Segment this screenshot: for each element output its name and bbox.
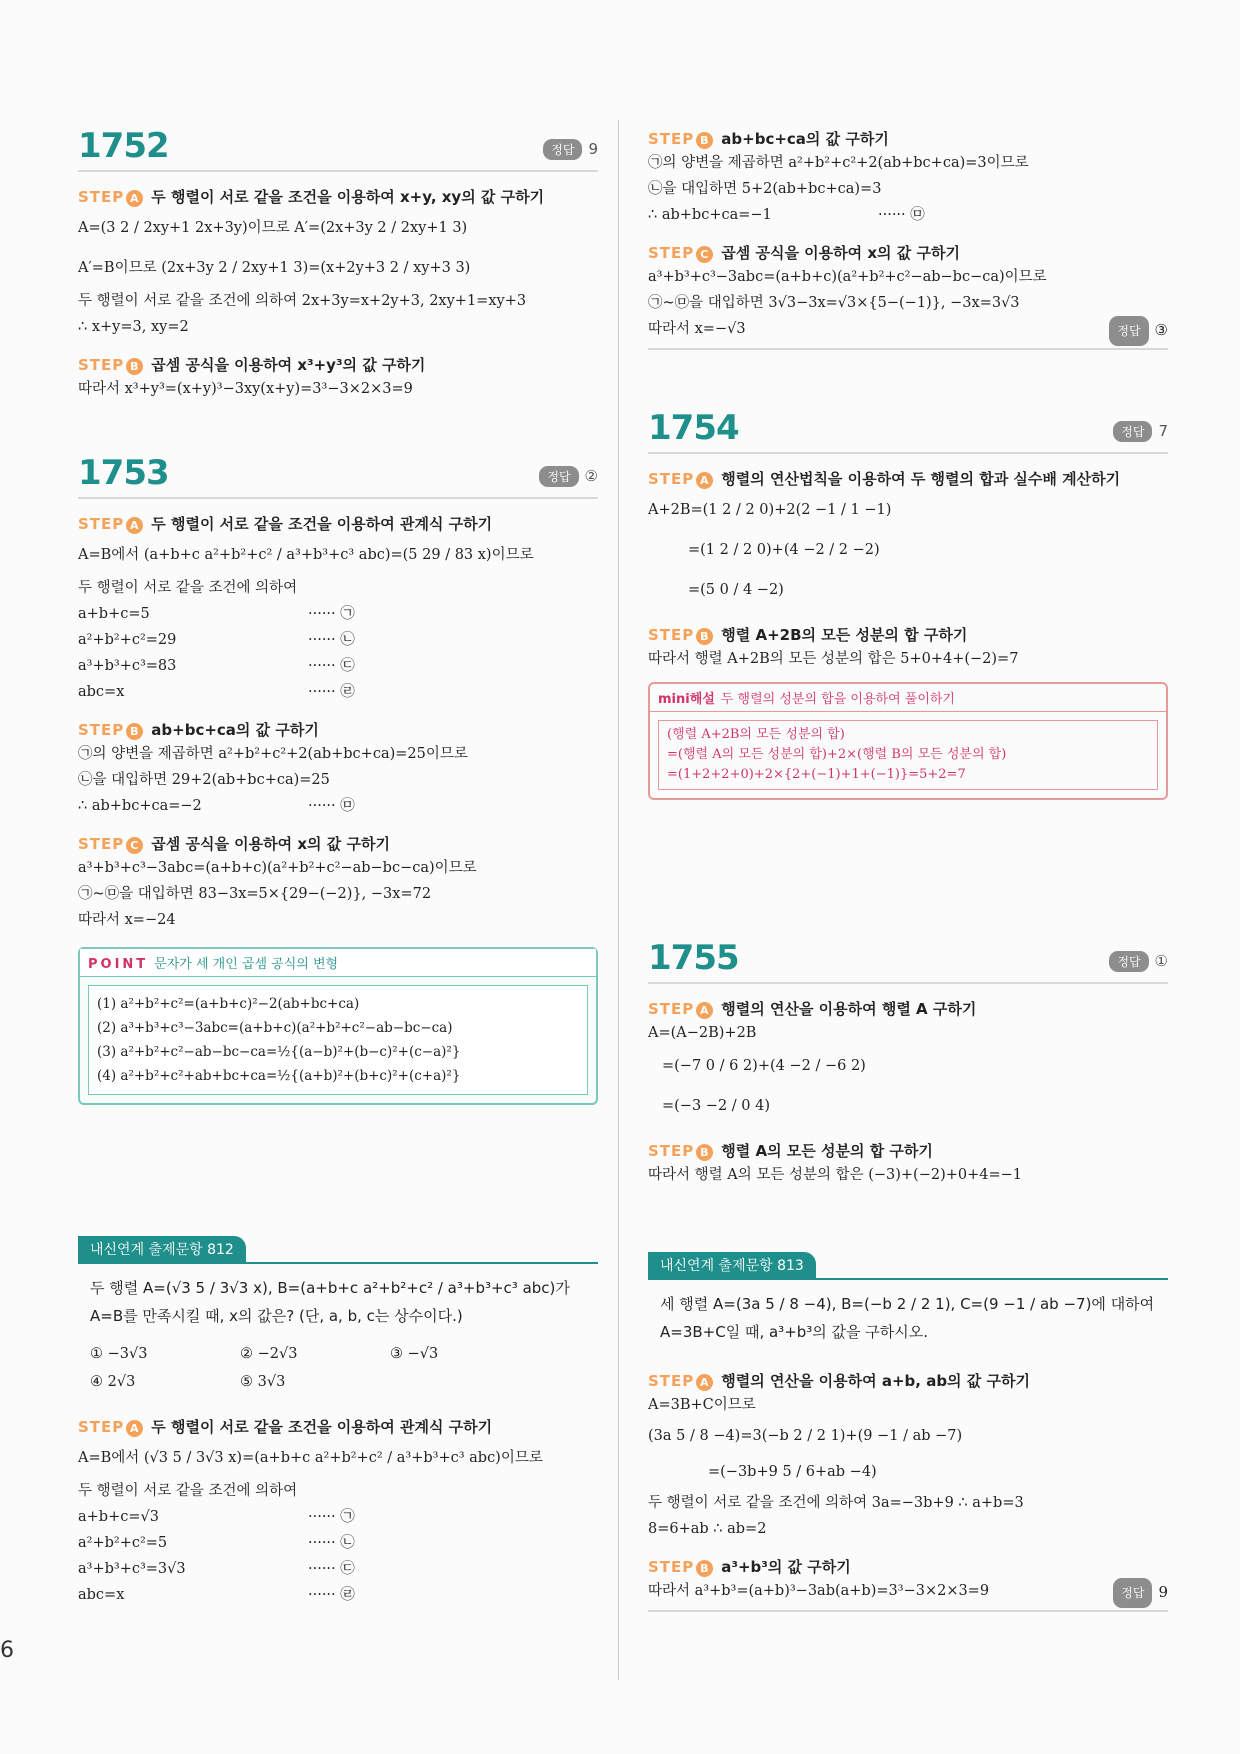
step-b-line: ㉡을 대입하면 5+2(ab+bc+ca)=3	[648, 181, 882, 197]
naesin-813	[648, 1252, 1168, 1612]
equation-row: a+b+c=√3 ······ ㉠	[78, 1509, 355, 1525]
step-a-title: STEP A 행렬의 연산법칙을 이용하여 두 행렬의 합과 실수배 계산하기	[648, 470, 1121, 488]
equation-row: ∴ ab+bc+ca=−1 ······ ㉤	[648, 207, 925, 223]
point-body	[88, 985, 588, 1095]
problem-header	[648, 930, 1168, 984]
step-b-line: ㉠의 양변을 제곱하면 a²+b²+c²+2(ab+bc+ca)=25이므로	[78, 746, 468, 762]
step-b-line: 따라서 행렬 A+2B의 모든 성분의 합은 5+0+4+(−2)=7	[648, 651, 1019, 667]
step-c-title: STEP C 곱셈 공식을 이용하여 x의 값 구하기	[78, 835, 390, 853]
mini-line: (행렬 A+2B의 모든 성분의 합)	[667, 727, 845, 742]
step-b-tag: STEP B	[648, 1558, 713, 1576]
step-a-tag: STEP A	[648, 1372, 713, 1390]
step-b-title: STEP B ab+bc+ca의 값 구하기	[648, 130, 889, 148]
step-b-line: 따라서 x³+y³=(x+y)³−3xy(x+y)=3³−3×2×3=9	[78, 381, 413, 397]
step-a-line: =(−3 −2 / 0 4)	[662, 1098, 770, 1114]
step-a-line: 두 행렬이 서로 같을 조건에 의하여 3a=−3b+9 ∴ a+b=3	[648, 1495, 1024, 1511]
problem-number: 1752	[78, 126, 169, 166]
answer-value: 7	[1158, 422, 1168, 440]
step-a-title: STEP A 행렬의 연산을 이용하여 a+b, ab의 값 구하기	[648, 1372, 1030, 1390]
step-b-tag: STEP B	[648, 1142, 713, 1160]
equation-row: a³+b³+c³=3√3 ······ ㉢	[78, 1561, 355, 1577]
question-text: 세 행렬 A=(3a 5 / 8 −4), B=(−b 2 / 2 1), C=(9 −1 / ab −7)에 대하여 A=3B+C일 때, a³+b³의 값을 구하시오.	[660, 1295, 1155, 1341]
step-b-line: 따라서 a³+b³=(a+b)³−3ab(a+b)=3³−3×2×3=9 정답 9	[648, 1578, 1168, 1604]
problem-1753	[78, 445, 598, 1105]
step-a-line: A=(A−2B)+2B	[648, 1025, 757, 1041]
answer	[1113, 421, 1168, 442]
step-a-line: =(−3b+9 5 / 6+ab −4)	[708, 1464, 877, 1480]
answer-value: ①	[1154, 952, 1168, 970]
step-b-line: ㉠의 양변을 제곱하면 a²+b²+c²+2(ab+bc+ca)=3이므로	[648, 155, 1029, 171]
mini-explanation	[648, 682, 1168, 800]
step-a-line: 8=6+ab ∴ ab=2	[648, 1521, 767, 1537]
step-c-line: a³+b³+c³−3abc=(a+b+c)(a²+b²+c²−ab−bc−ca)이므로	[648, 269, 1047, 285]
step-c-tag: STEP C	[648, 244, 713, 262]
choices	[78, 1340, 598, 1396]
step-b-title: STEP B 행렬 A의 모든 성분의 합 구하기	[648, 1142, 933, 1160]
step-b-tag: STEP B	[648, 130, 713, 148]
step-a-tag: STEP A	[78, 1418, 143, 1436]
step-b-line: ㉡을 대입하면 29+2(ab+bc+ca)=25	[78, 772, 330, 788]
answer: 정답 9	[1113, 1578, 1168, 1608]
answer: 정답 ③	[1109, 316, 1168, 346]
problem-number: 1755	[648, 938, 739, 978]
step-c-line: 따라서 x=−√3 정답 ③	[648, 316, 1168, 342]
choice[interactable]: ④ 2√3	[90, 1374, 136, 1390]
step-a-line: =(5 0 / 4 −2)	[688, 582, 784, 598]
naesin-812	[78, 1236, 598, 1608]
step-a-title: STEP A 두 행렬이 서로 같을 조건을 이용하여 관계식 구하기	[78, 1418, 493, 1436]
step-b-tag: STEP B	[78, 721, 143, 739]
problem-header	[78, 445, 598, 499]
step-a-line: (3a 5 / 8 −4)=3(−b 2 / 2 1)+(9 −1 / ab −7)	[648, 1428, 963, 1444]
equation-row: a²+b²+c²=5 ······ ㉡	[78, 1535, 355, 1551]
point-item: (4) a²+b²+c²+ab+bc+ca=½{(a+b)²+(b+c)²+(c+a)²}	[97, 1068, 461, 1084]
problem-header	[78, 118, 598, 172]
answer	[543, 139, 598, 160]
mini-body	[658, 720, 1158, 790]
point-box	[78, 947, 598, 1105]
step-b-title: STEP B 곱셈 공식을 이용하여 x³+y³의 값 구하기	[78, 356, 426, 374]
problem-1754	[648, 400, 1168, 800]
step-a-line: 두 행렬이 서로 같을 조건에 의하여	[78, 1483, 298, 1499]
choice[interactable]: ② −2√3	[240, 1346, 298, 1362]
section-end-line	[648, 348, 1168, 350]
mini-line: =(1+2+2+0)+2×{2+(−1)+1+(−1)}=5+2=7	[667, 767, 966, 782]
step-a-tag: STEP A	[648, 470, 713, 488]
step-c-line: a³+b³+c³−3abc=(a+b+c)(a²+b²+c²−ab−bc−ca)이므로	[78, 860, 477, 876]
point-item: (1) a²+b²+c²=(a+b+c)²−2(ab+bc+ca)	[97, 996, 360, 1012]
step-a-line: A=(3 2 / 2xy+1 2x+3y)이므로 A′=(2x+3y 2 / 2xy+1 3)	[78, 220, 468, 236]
step-c-tag: STEP C	[78, 835, 143, 853]
step-c-title: STEP C 곱셈 공식을 이용하여 x의 값 구하기	[648, 244, 960, 262]
answer-badge: 정답	[543, 139, 582, 160]
step-c-line: ㉠~㉤을 대입하면 3√3−3x=√3×{5−(−1)}, −3x=3√3	[648, 295, 1020, 311]
step-b-title: STEP B 행렬 A+2B의 모든 성분의 합 구하기	[648, 626, 968, 644]
step-a-title: STEP A 두 행렬이 서로 같을 조건을 이용하여 관계식 구하기	[78, 515, 493, 533]
choice[interactable]: ① −3√3	[90, 1346, 148, 1362]
naesin-label: 내신연계 출제문항 812	[78, 1236, 246, 1262]
step-b-line: 따라서 행렬 A의 모든 성분의 합은 (−3)+(−2)+0+4=−1	[648, 1167, 1023, 1183]
step-a-title: STEP A 행렬의 연산을 이용하여 행렬 A 구하기	[648, 1000, 977, 1018]
step-a-line: A+2B=(1 2 / 2 0)+2(2 −1 / 1 −1)	[648, 502, 892, 518]
step-c-line: ㉠~㉤을 대입하면 83−3x=5×{29−(−2)}, −3x=72	[78, 886, 432, 902]
page-number: 6	[0, 1638, 14, 1663]
step-a-tag: STEP A	[78, 515, 143, 533]
answer	[539, 466, 598, 487]
step-a-tag: STEP A	[648, 1000, 713, 1018]
mini-line: =(행렬 A의 모든 성분의 합)+2×(행렬 B의 모든 성분의 합)	[667, 747, 1007, 762]
step-a-line: A′=B이므로 (2x+3y 2 / 2xy+1 3)=(x+2y+3 2 / xy+3 3)	[78, 260, 471, 276]
answer-badge: 정답	[539, 466, 578, 487]
equation-row: a²+b²+c²=29 ······ ㉡	[78, 632, 355, 648]
choice[interactable]: ③ −√3	[390, 1346, 439, 1362]
mini-header: mini해설 두 행렬의 성분의 합을 이용하여 풀이하기	[650, 684, 1166, 712]
answer-value: ②	[584, 467, 598, 485]
step-c-line: 따라서 x=−24	[78, 912, 176, 928]
step-a-line: A=B에서 (√3 5 / 3√3 x)=(a+b+c a²+b²+c² / a³+b³+c³ abc)이므로	[78, 1450, 543, 1466]
step-b-title: STEP B ab+bc+ca의 값 구하기	[78, 721, 319, 739]
problem-number: 1753	[78, 453, 169, 493]
problem-1752	[78, 118, 598, 402]
equation-row: abc=x ······ ㉣	[78, 684, 355, 700]
step-a-title: STEP A 두 행렬이 서로 같을 조건을 이용하여 x+y, xy의 값 구하기	[78, 188, 545, 206]
equation-row: ∴ ab+bc+ca=−2 ······ ㉤	[78, 798, 355, 814]
step-a-line: ∴ x+y=3, xy=2	[78, 319, 189, 335]
naesin-header	[648, 1252, 1168, 1280]
point-item: (3) a²+b²+c²−ab−bc−ca=½{(a−b)²+(b−c)²+(c−a)²}	[97, 1044, 461, 1060]
choice[interactable]: ⑤ 3√3	[240, 1374, 286, 1390]
point-item: (2) a³+b³+c³−3abc=(a+b+c)(a²+b²+c²−ab−bc−ca)	[97, 1020, 453, 1036]
step-a-line: =(−7 0 / 6 2)+(4 −2 / −6 2)	[662, 1058, 866, 1074]
answer-value: 9	[588, 140, 598, 158]
problem-header	[648, 400, 1168, 454]
naesin-header	[78, 1236, 598, 1264]
problem-1755	[648, 930, 1168, 1188]
step-b-title: STEP B a³+b³의 값 구하기	[648, 1558, 851, 1576]
naesin-812-continued	[648, 128, 1168, 350]
column-divider	[618, 120, 619, 1680]
step-a-line: A=3B+C이므로	[648, 1397, 756, 1413]
step-a-tag: STEP A	[78, 188, 143, 206]
step-b-tag: STEP B	[648, 626, 713, 644]
answer-badge: 정답	[1109, 951, 1148, 972]
question-text: 두 행렬 A=(√3 5 / 3√3 x), B=(a+b+c a²+b²+c² / a³+b³+c³ abc)가 A=B를 만족시킬 때, x의 값은? (단, a, b, c는 상수이다.)	[90, 1279, 570, 1325]
naesin-label: 내신연계 출제문항 813	[648, 1252, 816, 1278]
step-a-line: 두 행렬이 서로 같을 조건에 의하여 2x+3y=x+2y+3, 2xy+1=xy+3	[78, 293, 527, 309]
answer-badge: 정답	[1113, 421, 1152, 442]
step-a-line: =(1 2 / 2 0)+(4 −2 / 2 −2)	[688, 542, 880, 558]
equation-row: a³+b³+c³=83 ······ ㉢	[78, 658, 355, 674]
equation-row: abc=x ······ ㉣	[78, 1587, 355, 1603]
problem-number: 1754	[648, 408, 739, 448]
equation-row: a+b+c=5 ······ ㉠	[78, 606, 355, 622]
section-end-line	[648, 1610, 1168, 1612]
point-header: POINT 문자가 세 개인 곱셈 공식의 변형	[80, 949, 596, 977]
step-a-line: A=B에서 (a+b+c a²+b²+c² / a³+b³+c³ abc)=(5 29 / 83 x)이므로	[78, 547, 534, 563]
step-b-tag: STEP B	[78, 356, 143, 374]
step-a-line: 두 행렬이 서로 같을 조건에 의하여	[78, 580, 298, 596]
answer	[1109, 951, 1168, 972]
